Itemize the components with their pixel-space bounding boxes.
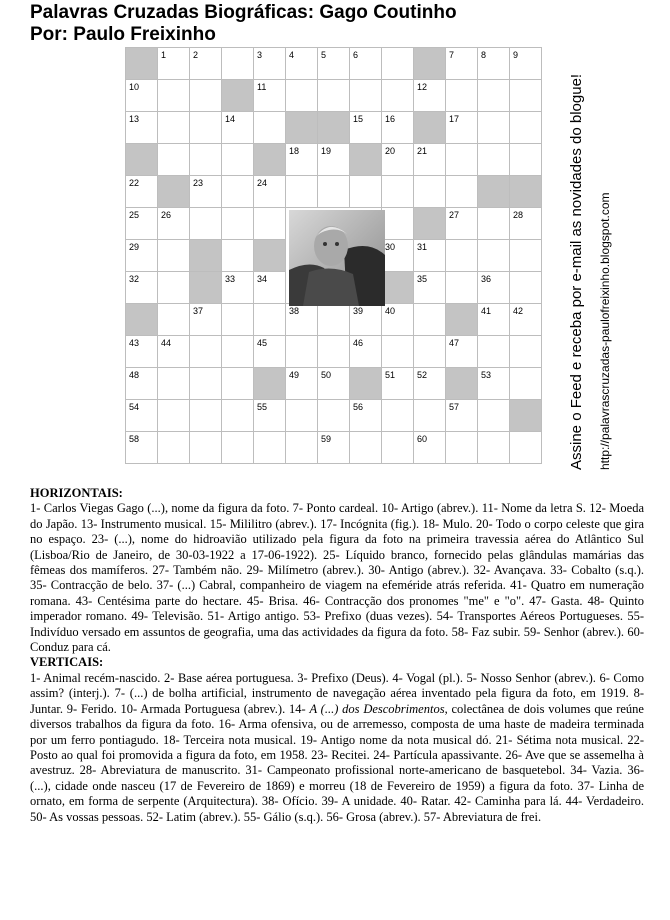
clue-number: 5 — [321, 50, 327, 60]
grid-cell[interactable] — [414, 80, 446, 112]
grid-cell[interactable] — [254, 112, 286, 144]
grid-row — [126, 112, 542, 144]
clue-number: 52 — [417, 370, 428, 380]
grid-cell[interactable] — [382, 144, 414, 176]
grid-cell[interactable] — [190, 304, 222, 336]
grid-cell[interactable] — [478, 304, 510, 336]
clue-number: 45 — [257, 338, 268, 348]
blog-url-link[interactable]: http://palavrascruzadas-paulofreixinho.blogspot.com — [598, 192, 612, 470]
grid-block-cell — [510, 400, 542, 432]
grid-cell[interactable] — [478, 80, 510, 112]
clue-number: 15 — [353, 114, 364, 124]
clue-number: 53 — [481, 370, 492, 380]
grid-cell[interactable] — [190, 112, 222, 144]
clue-number: 39 — [353, 306, 364, 316]
clue-number: 59 — [321, 434, 332, 444]
grid-cell[interactable] — [126, 368, 158, 400]
clue-number: 24 — [257, 178, 268, 188]
grid-cell[interactable] — [510, 144, 542, 176]
grid-cell[interactable] — [478, 112, 510, 144]
clue-number: 41 — [481, 306, 492, 316]
grid-cell[interactable] — [254, 432, 286, 464]
clue-number: 60 — [417, 434, 428, 444]
grid-row — [126, 48, 542, 80]
clue-number: 37 — [193, 306, 204, 316]
grid-row — [126, 336, 542, 368]
grid-cell[interactable] — [478, 272, 510, 304]
grid-cell[interactable] — [350, 304, 382, 336]
grid-cell[interactable] — [222, 208, 254, 240]
clue-number: 14 — [225, 114, 236, 124]
grid-cell[interactable] — [286, 432, 318, 464]
grid-cell[interactable] — [382, 176, 414, 208]
grid-cell[interactable] — [190, 368, 222, 400]
clue-number: 33 — [225, 274, 236, 284]
grid-cell[interactable] — [286, 80, 318, 112]
clue-number: 26 — [161, 210, 172, 220]
grid-block-cell — [318, 112, 350, 144]
clue-number: 36 — [481, 274, 492, 284]
grid-cell[interactable] — [350, 176, 382, 208]
grid-cell[interactable] — [222, 336, 254, 368]
clue-number: 2 — [193, 50, 199, 60]
grid-cell[interactable] — [158, 400, 190, 432]
grid-cell[interactable] — [126, 80, 158, 112]
grid-cell[interactable] — [126, 208, 158, 240]
clue-number: 25 — [129, 210, 140, 220]
grid-cell[interactable] — [190, 208, 222, 240]
grid-block-cell — [510, 176, 542, 208]
grid-cell[interactable] — [510, 208, 542, 240]
grid-cell[interactable] — [222, 176, 254, 208]
clue-number: 42 — [513, 306, 524, 316]
clue-number: 13 — [129, 114, 140, 124]
grid-block-cell — [350, 368, 382, 400]
grid-cell[interactable] — [318, 432, 350, 464]
grid-cell[interactable] — [190, 48, 222, 80]
grid-block-cell — [286, 112, 318, 144]
grid-cell[interactable] — [510, 80, 542, 112]
clue-number: 10 — [129, 82, 140, 92]
grid-cell[interactable] — [446, 400, 478, 432]
grid-cell[interactable] — [478, 432, 510, 464]
grid-cell[interactable] — [190, 336, 222, 368]
grid-cell[interactable] — [286, 144, 318, 176]
grid-cell[interactable] — [254, 80, 286, 112]
grid-cell[interactable] — [158, 336, 190, 368]
grid-cell[interactable] — [126, 240, 158, 272]
grid-cell[interactable] — [478, 48, 510, 80]
grid-cell[interactable] — [286, 400, 318, 432]
feed-subscribe-text: Assine o Feed e receba por e-mail as novidades do blogue! — [568, 73, 585, 470]
grid-cell[interactable] — [286, 368, 318, 400]
grid-row — [126, 400, 542, 432]
grid-cell[interactable] — [222, 272, 254, 304]
grid-cell[interactable] — [254, 48, 286, 80]
grid-cell[interactable] — [158, 240, 190, 272]
horizontais-clues: 1- Carlos Viegas Gago (...), nome da figura da foto. 7- Ponto cardeal. 10- Artigo (abrev.). 11- Nome da letra S. 12- Moeda do Japão. 13- Instrumento musical. 15- Mililitro (abrev.). 17- Incógnita (fig.). 18- Mulo. 20- Todo o corpo celeste que gira no espaço. 23- (...), nome do hidroavião utilizado pela figura da foto na primeira travessia aérea do Atlântico Sul (Lisboa/Rio de Janeiro, de 30-03-1922 a 17-06-1922). 25- Líquido branco, fornecido pelas glândulas mamárias das fêmeas dos mamíferos. 27- Também não. 29- Milímetro (abrev.). 30- Antigo (abrev.). 32- Avançava. 33- Cobalto (s.q.). 35- Contracção de belo. 37- (...) Cabral, companheiro de viagem na efeméride atrás referida. 41- Quatro em numeração romana. 43- Centésima parte do hectare. 45- Brisa. 46- Contracção dos pronomes "me" e "o". 47- Gasta. 48- Quinto imperador romano. 49- Televisão. 51- Artigo antigo. 53- Prefixo (duas vezes). 54- Transportes Aéreos Portugueses. 55- Indivíduo versado em assuntos de geografia, uma das actividades da figura da foto. 58- Faz subir. 59- Senhor (abrev.). 60- Conduz para cá. — [30, 501, 644, 655]
grid-cell[interactable] — [350, 112, 382, 144]
grid-cell[interactable] — [158, 112, 190, 144]
clue-number: 58 — [129, 434, 140, 444]
grid-block-cell — [478, 176, 510, 208]
grid-cell[interactable] — [286, 176, 318, 208]
clue-number: 51 — [385, 370, 396, 380]
clue-number: 44 — [161, 338, 172, 348]
grid-cell[interactable] — [222, 144, 254, 176]
grid-block-cell — [126, 144, 158, 176]
grid-cell[interactable] — [414, 304, 446, 336]
grid-cell[interactable] — [286, 336, 318, 368]
verticais-clues-italic: A (...) dos Descobrimentos — [309, 701, 445, 716]
grid-cell[interactable] — [318, 176, 350, 208]
clue-number: 8 — [481, 50, 487, 60]
grid-cell[interactable] — [254, 304, 286, 336]
grid-cell[interactable] — [158, 208, 190, 240]
grid-block-cell — [414, 112, 446, 144]
clue-number: 9 — [513, 50, 519, 60]
clue-number: 17 — [449, 114, 460, 124]
grid-cell[interactable] — [158, 432, 190, 464]
clue-number: 7 — [449, 50, 455, 60]
grid-cell[interactable] — [190, 400, 222, 432]
grid-cell[interactable] — [478, 400, 510, 432]
grid-cell[interactable] — [254, 400, 286, 432]
grid-cell[interactable] — [222, 400, 254, 432]
grid-cell[interactable] — [510, 240, 542, 272]
grid-cell[interactable] — [446, 48, 478, 80]
clue-number: 1 — [161, 50, 167, 60]
grid-cell[interactable] — [446, 336, 478, 368]
grid-cell[interactable] — [350, 48, 382, 80]
clue-number: 31 — [417, 242, 428, 252]
grid-block-cell — [254, 144, 286, 176]
grid-row — [126, 144, 542, 176]
clue-number: 4 — [289, 50, 295, 60]
grid-block-cell — [414, 208, 446, 240]
clue-number: 47 — [449, 338, 460, 348]
grid-cell[interactable] — [222, 432, 254, 464]
verticais-clues-part1: 1- Animal recém-nascido. 2- Base aérea portuguesa. 3- Prefixo (Deus). 4- Vogal (pl.). 5- Nosso Senhor (abrev.). 6- Como assim? (interj.). 7- (...) de bolha artificial, instrumento de navegação aérea inventado pela figura da foto, em 1919. 8- Juntar. 9- Ferido. 10- Armada Portuguesa (abrev.). 14- — [30, 670, 644, 716]
clue-number: 27 — [449, 210, 460, 220]
grid-cell[interactable] — [318, 48, 350, 80]
grid-cell[interactable] — [254, 176, 286, 208]
grid-cell[interactable] — [286, 304, 318, 336]
grid-cell[interactable] — [446, 144, 478, 176]
grid-cell[interactable] — [126, 400, 158, 432]
clue-number: 35 — [417, 274, 428, 284]
grid-cell[interactable] — [446, 240, 478, 272]
clue-number: 43 — [129, 338, 140, 348]
grid-cell[interactable] — [478, 336, 510, 368]
grid-cell[interactable] — [126, 432, 158, 464]
grid-cell[interactable] — [126, 112, 158, 144]
grid-cell[interactable] — [222, 48, 254, 80]
clue-number: 11 — [257, 82, 267, 92]
grid-row — [126, 432, 542, 464]
grid-block-cell — [190, 240, 222, 272]
clue-number: 32 — [129, 274, 140, 284]
grid-cell[interactable] — [510, 112, 542, 144]
grid-block-cell — [414, 48, 446, 80]
grid-cell[interactable] — [318, 80, 350, 112]
grid-cell[interactable] — [446, 432, 478, 464]
grid-cell[interactable] — [318, 144, 350, 176]
grid-block-cell — [446, 368, 478, 400]
grid-cell[interactable] — [190, 432, 222, 464]
verticais-clues — [30, 671, 644, 825]
grid-cell[interactable] — [158, 144, 190, 176]
grid-block-cell — [446, 304, 478, 336]
clue-number: 30 — [385, 242, 396, 252]
clue-number: 55 — [257, 402, 268, 412]
grid-cell[interactable] — [254, 336, 286, 368]
grid-cell[interactable] — [222, 304, 254, 336]
puzzle-author: Por: Paulo Freixinho — [30, 24, 216, 45]
clue-number: 22 — [129, 178, 140, 188]
clue-number: 38 — [289, 306, 300, 316]
clue-number: 29 — [129, 242, 140, 252]
grid-cell[interactable] — [414, 336, 446, 368]
grid-cell[interactable] — [158, 48, 190, 80]
grid-row — [126, 368, 542, 400]
grid-cell[interactable] — [126, 272, 158, 304]
clue-number: 18 — [289, 146, 300, 156]
clue-number: 54 — [129, 402, 140, 412]
grid-cell[interactable] — [158, 80, 190, 112]
grid-cell[interactable] — [222, 368, 254, 400]
grid-cell[interactable] — [254, 208, 286, 240]
grid-block-cell — [190, 272, 222, 304]
grid-cell[interactable] — [382, 304, 414, 336]
grid-cell[interactable] — [382, 336, 414, 368]
grid-block-cell — [126, 48, 158, 80]
clue-number: 56 — [353, 402, 364, 412]
grid-cell[interactable] — [478, 144, 510, 176]
grid-cell[interactable] — [222, 112, 254, 144]
grid-cell[interactable] — [222, 240, 254, 272]
grid-cell[interactable] — [510, 368, 542, 400]
verticais-clues-part2: , colectânea de dois volumes que reúne diversos trabalhos da figura da foto. 16- Arma ofensiva, ou de arremesso, composta de uma haste de madeira terminada por um ferro pontiagudo. 18- Terceira nota musical. 19- Antigo nome da nota musical dó. 21- Sétima nota musical. 22- Posto ao qual foi promovida a figura da foto, em 1958. 23- Recitei. 24- Partícula apassivante. 26- Ave que se assemelha à avestruz. 28- Abreviatura de manuscrito. 31- Campeonato profissional norte-americano de basquetebol. 34- Vazia. 36- (...), cidade onde nasceu (17 de Fevereiro de 1869) e morreu (18 de Fevereiro de 1959) a figura da foto. 37- Linha de ornato, em forma de serpente (Arquitectura). 38- Ofício. 39- A unidade. 40- Ratar. 42- Caminha para lá. 44- Verdadeiro. 50- As vossas pessoas. 52- Latim (abrev.). 55- Gálio (s.q.). 56- Grosa (abrev.). 57- Abreviatura de frei. — [30, 701, 644, 824]
grid-cell[interactable] — [446, 272, 478, 304]
verticais-heading: VERTICAIS: — [30, 655, 104, 670]
grid-block-cell — [350, 144, 382, 176]
grid-cell[interactable] — [510, 272, 542, 304]
grid-cell[interactable] — [382, 400, 414, 432]
clue-number: 46 — [353, 338, 364, 348]
grid-cell[interactable] — [254, 272, 286, 304]
grid-cell[interactable] — [510, 48, 542, 80]
clue-number: 21 — [417, 146, 428, 156]
grid-cell[interactable] — [350, 80, 382, 112]
grid-cell[interactable] — [190, 176, 222, 208]
grid-cell[interactable] — [446, 80, 478, 112]
grid-cell[interactable] — [382, 368, 414, 400]
grid-cell[interactable] — [414, 240, 446, 272]
grid-cell[interactable] — [126, 336, 158, 368]
grid-cell[interactable] — [510, 336, 542, 368]
grid-block-cell — [254, 240, 286, 272]
grid-cell[interactable] — [446, 112, 478, 144]
grid-cell[interactable] — [158, 272, 190, 304]
grid-cell[interactable] — [414, 400, 446, 432]
grid-block-cell — [382, 272, 414, 304]
portrait-photo-icon — [289, 210, 385, 306]
grid-block-cell — [158, 176, 190, 208]
grid-block-cell — [254, 368, 286, 400]
grid-row — [126, 80, 542, 112]
grid-cell[interactable] — [382, 208, 414, 240]
horizontais-heading: HORIZONTAIS: — [30, 486, 123, 500]
clue-number: 12 — [417, 82, 428, 92]
grid-cell[interactable] — [350, 432, 382, 464]
clue-number: 34 — [257, 274, 268, 284]
grid-cell[interactable] — [318, 400, 350, 432]
clue-number: 19 — [321, 146, 332, 156]
grid-cell[interactable] — [158, 304, 190, 336]
grid-cell[interactable] — [446, 176, 478, 208]
grid-block-cell — [222, 80, 254, 112]
grid-cell[interactable] — [414, 176, 446, 208]
grid-cell[interactable] — [126, 176, 158, 208]
clue-number: 6 — [353, 50, 359, 60]
clue-number: 49 — [289, 370, 300, 380]
grid-cell[interactable] — [350, 400, 382, 432]
grid-cell[interactable] — [382, 48, 414, 80]
grid-cell[interactable] — [382, 112, 414, 144]
grid-row — [126, 304, 542, 336]
grid-cell[interactable] — [286, 48, 318, 80]
clue-number: 23 — [193, 178, 204, 188]
grid-cell[interactable] — [382, 240, 414, 272]
grid-cell[interactable] — [382, 80, 414, 112]
grid-cell[interactable] — [190, 144, 222, 176]
grid-cell[interactable] — [478, 240, 510, 272]
clues-section — [30, 486, 644, 825]
clue-number: 40 — [385, 306, 396, 316]
grid-cell[interactable] — [318, 336, 350, 368]
grid-row — [126, 176, 542, 208]
grid-cell[interactable] — [382, 432, 414, 464]
clue-number: 16 — [385, 114, 396, 124]
grid-cell[interactable] — [510, 432, 542, 464]
grid-cell[interactable] — [318, 368, 350, 400]
puzzle-title: Palavras Cruzadas Biográficas: Gago Coutinho — [30, 2, 457, 23]
clue-number: 57 — [449, 402, 460, 412]
grid-cell[interactable] — [318, 304, 350, 336]
grid-cell[interactable] — [350, 336, 382, 368]
grid-cell[interactable] — [414, 368, 446, 400]
grid-cell[interactable] — [158, 368, 190, 400]
grid-cell[interactable] — [414, 432, 446, 464]
grid-cell[interactable] — [478, 368, 510, 400]
grid-cell[interactable] — [510, 304, 542, 336]
clue-number: 20 — [385, 146, 396, 156]
grid-cell[interactable] — [414, 144, 446, 176]
grid-cell[interactable] — [414, 272, 446, 304]
grid-cell[interactable] — [478, 208, 510, 240]
grid-cell[interactable] — [446, 208, 478, 240]
clue-number: 50 — [321, 370, 332, 380]
clue-number: 28 — [513, 210, 524, 220]
grid-block-cell — [126, 304, 158, 336]
clue-number: 48 — [129, 370, 140, 380]
clue-number: 3 — [257, 50, 263, 60]
grid-cell[interactable] — [190, 80, 222, 112]
